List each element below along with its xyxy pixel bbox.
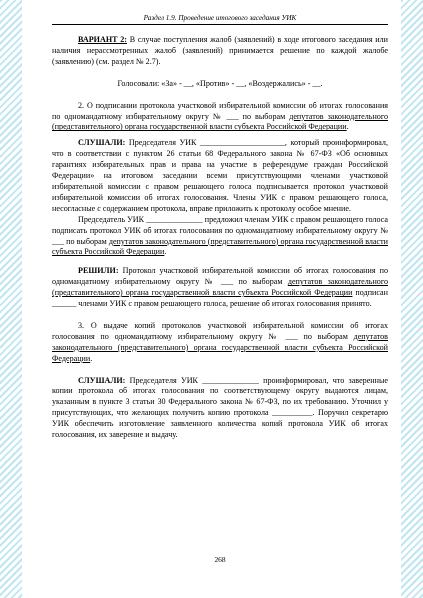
item-2-underlined: депутатов законодательного (представительного) органа государственной власти субъекта Российской Федерации [52, 111, 388, 132]
heard-1-paragraph [52, 138, 388, 214]
item-2-paragraph [52, 101, 388, 134]
decided-end: подписан ______ членами УИК с правом решающего голоса, решение об итогах голосования принято. [52, 288, 388, 309]
heard-1-label: СЛУШАЛИ: [78, 138, 126, 148]
item-3-end: . [90, 353, 93, 363]
item-3-paragraph [52, 321, 388, 365]
chair-offer-text: Председатель УИК ______________ предложил членам УИК с правом решающего голоса подписать протокол УИК об итогах голосования по одномандатному избирательному округу № ___ по выборам [52, 214, 388, 246]
page-number: 268 [214, 555, 226, 564]
heard-2-paragraph [52, 376, 388, 441]
document-page [52, 0, 388, 598]
heard-2-label: СЛУШАЛИ: [78, 375, 126, 385]
chair-offer-end: . [164, 247, 167, 257]
item-2-end: . [346, 122, 349, 132]
header-rule [52, 24, 388, 25]
item-3-text: 3. О выдаче копий протоколов участковой избирательной комиссии об итогах голосования по одномандатному избирательному округу № ___ по выборам [52, 320, 388, 341]
decorative-border-left [0, 0, 22, 598]
variant-2-label: ВАРИАНТ 2: [78, 35, 127, 44]
heard-2-text: Председателя УИК ______________ проинформировал, что заверенные копии протокола об итогах голосования по соответствующему округу выдаются лицам, указанным в пункте 3 статьи 30 Федерального закона № 67-ФЗ, по их требованию. Уточнил у присутствующих, что желающих получить копию протокола __________. Поручил секретарю УИК обеспечить изготовление заявленного количества копий протокола УИК об итогах голосования, их заверение и выдачу. [52, 375, 388, 440]
heard-1-text: Председателя УИК _____________________, который проинформировал, что в соответствии с пунктом 26 статьи 68 Федерального закона № 67-ФЗ «Об основных гарантиях избирательных прав и права на участие в референдуме граждан Российской Федерации» на итоговом заседании всеми присутствующими членами участковой избирательной комиссии с правом решающего голоса подписывается протокол участковой избирательной комиссии об итогах голосования. Члены УИК с правом решающего голоса, несогласные с содержанием протокола, вправе приложить к протоколу особое мнение. [52, 138, 388, 213]
running-header: Раздел 1.9. Проведение итогового заседания УИК [143, 14, 297, 22]
item-2-text: 2. О подписании протокола участковой избирательной комиссии об итогах голосования по одномандатному избирательному округу № ___ по выборам [52, 100, 388, 121]
chair-offer-underlined: депутатов законодательного (представительного) органа государственной власти субъекта Российской Федерации [52, 236, 388, 257]
decided-underlined: депутатов законодательного (представительного) органа государственной власти субъекта Российской Федерации [52, 277, 388, 298]
decorative-border-right [401, 0, 423, 598]
decided-paragraph [52, 266, 388, 310]
chair-offer-paragraph [52, 215, 388, 259]
vote-line: Голосовали: «За» - __, «Против» - __, «Воздержались» - __. [117, 78, 323, 88]
variant-2-paragraph [52, 35, 388, 68]
decided-label: РЕШИЛИ: [78, 266, 119, 276]
decided-text: Протокол участковой избирательной комиссии об итогах голосования по одномандатному избирательному округу № ___ по выборам [52, 266, 388, 287]
variant-2-text: В случае поступления жалоб (заявлений) в ходе итогового заседания или наличия нерассмотренных жалоб (заявлений) принимается решение по каждой жалобе (заявлению) (см. раздел № 2.7). [52, 35, 388, 66]
document-body [52, 35, 388, 441]
item-3-underlined: депутатов законодательного (представительного) органа государственной власти субъекта Российской Федерации [52, 331, 388, 363]
